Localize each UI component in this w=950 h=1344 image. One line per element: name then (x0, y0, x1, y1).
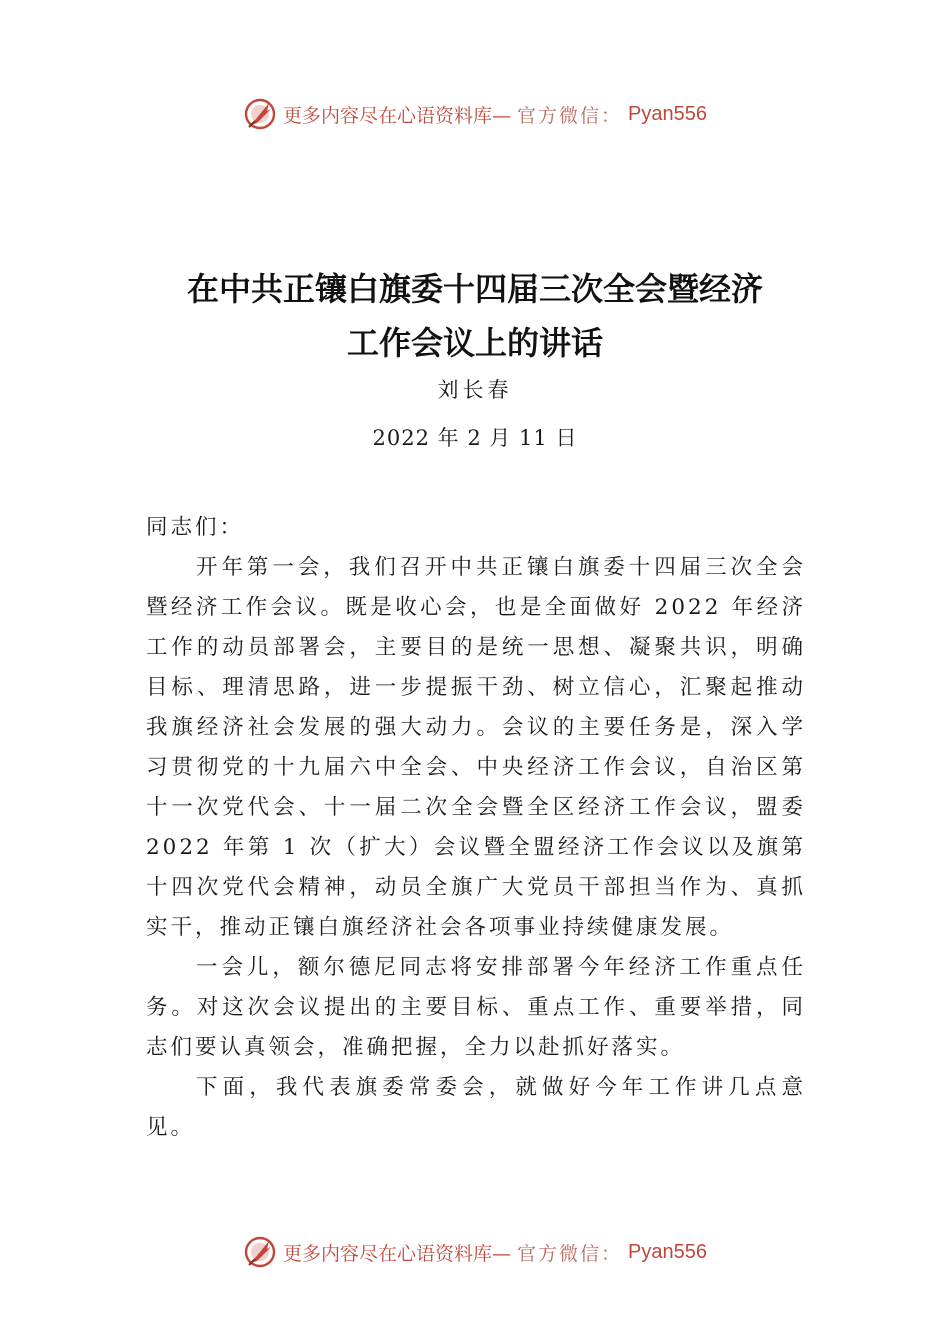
watermark-banner-bottom (0, 1232, 950, 1272)
watermark-wechat-label: 官方微信： (517, 104, 623, 127)
document-title-line1: 在中共正镶白旗委十四届三次全会暨经济 (186, 270, 763, 308)
watermark-wechat-label: 官方微信： (517, 1242, 623, 1265)
quill-logo-icon (243, 97, 277, 131)
author-name: 刘长春 (437, 378, 513, 402)
watermark-text: 更多内容尽在心语资料库— (283, 104, 512, 127)
watermark-wechat-id: Pyan556 (628, 1240, 707, 1263)
watermark-text: 更多内容尽在心语资料库— (283, 1242, 512, 1265)
quill-logo-icon (243, 1235, 277, 1269)
salutation: 同志们： (146, 515, 245, 540)
paragraph-3: 下面，我代表旗委常委会，就做好今年工作讲几点意见。 (146, 1075, 806, 1140)
paragraph-2: 一会儿，额尔德尼同志将安排部署今年经济工作重点任务。对这次会议提出的主要目标、重点工作、重要举措，同志们要认真领会，准确把握，全力以赴抓好落实。 (146, 955, 806, 1060)
watermark-wechat-id: Pyan556 (628, 102, 707, 125)
watermark-banner-top (0, 94, 950, 134)
document-title-line2: 工作会议上的讲话 (346, 324, 603, 362)
paragraph-1: 开年第一会，我们召开中共正镶白旗委十四届三次全会暨经济工作会议。既是收心会，也是全面做好 2022 年经济工作的动员部署会，主要目的是统一思想、凝聚共识，明确目标、理清思路，进一步提振干劲、树立信心，汇聚起推动我旗经济社会发展的强大动力。会议的主要任务是，深入学习贯彻党的十九届六中全会、中央经济工作会议，自治区第十一次党代会、十一届二次全会暨全区经济工作会议，盟委 2022 年第 1 次（扩大）会议暨全盟经济工作会议以及旗第十四次党代会精神，动员全旗广大党员干部担当作为、真抓实干，推动正镶白旗经济社会各项事业持续健康发展。 (146, 555, 806, 940)
speech-date: 2022 年 2 月 11 日 (372, 426, 578, 450)
